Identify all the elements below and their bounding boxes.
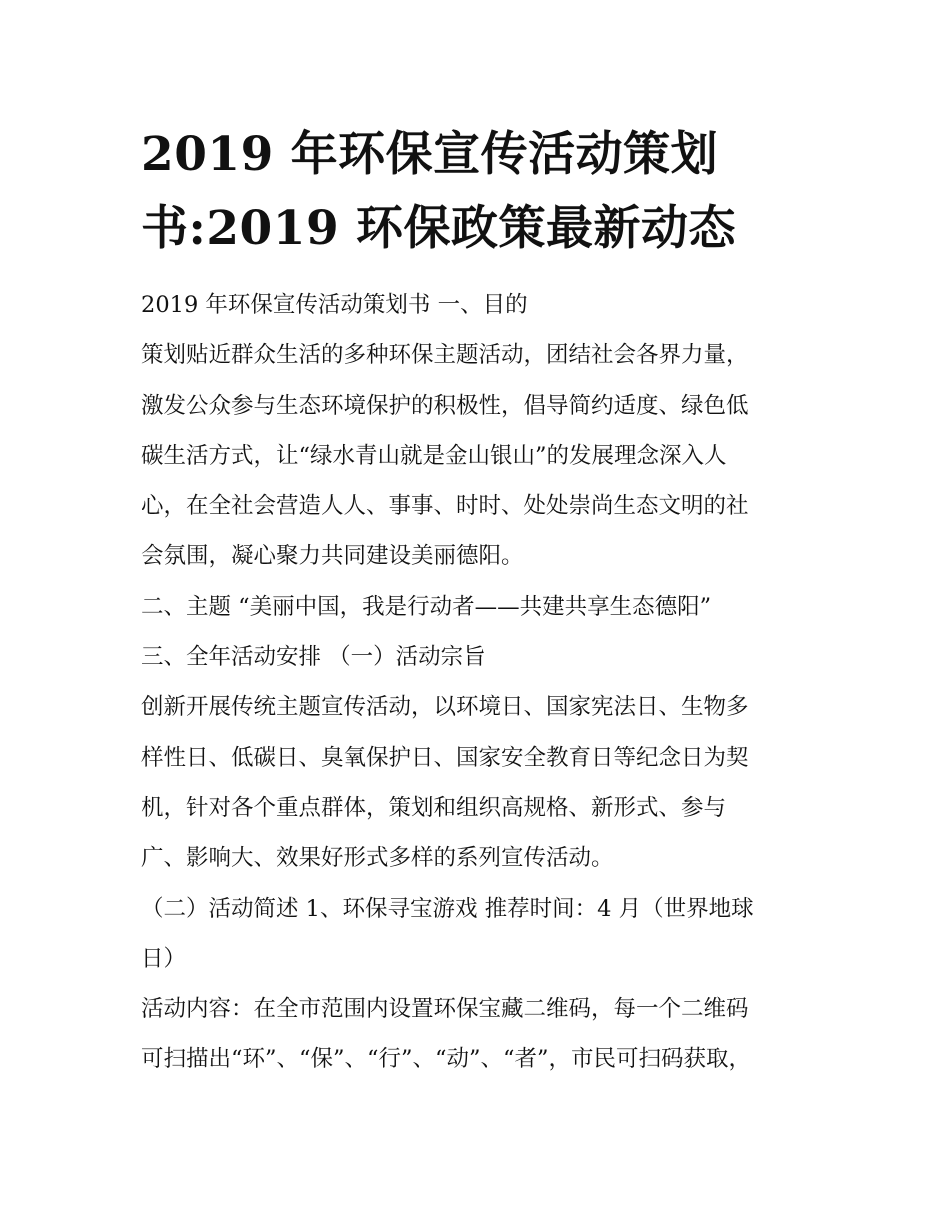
body-line: 心，在全社会营造人人、事事、时时、处处崇尚生态文明的社 (141, 493, 749, 520)
body-line: 可扫描出“环”、“保”、“行”、“动”、“者”，市民可扫码获取， (141, 1046, 752, 1073)
body-line: 活动内容：在全市范围内设置环保宝藏二维码，每一个二维码 (141, 996, 749, 1023)
body-line: 会氛围，凝心聚力共同建设美丽德阳。 (141, 543, 524, 570)
body-line: 碳生活方式，让“绿水青山就是金山银山”的发展理念深入人 (141, 442, 727, 469)
body-line: （二）活动简述 1、环保寻宝游戏 推荐时间：4 月（世界地球 (141, 895, 754, 922)
document-title (141, 118, 821, 266)
body-line: 策划贴近群众生活的多种环保主题活动，团结社会各界力量， (141, 342, 749, 369)
title-line-2: 书:2019 环保政策最新动态 (141, 201, 737, 256)
body-line: 广、影响大、效果好形式多样的系列宣传活动。 (141, 845, 614, 872)
body-line: 机，针对各个重点群体，策划和组织高规格、新形式、参与 (141, 794, 727, 821)
body-line: 三、全年活动安排 （一）活动宗旨 (141, 644, 486, 671)
title-line-1: 2019 年环保宣传活动策划 (141, 127, 719, 182)
document-body (141, 280, 821, 1085)
body-line: 二、主题 “美丽中国，我是行动者——共建共享生态德阳” (141, 593, 712, 620)
body-line: 创新开展传统主题宣传活动，以环境日、国家宪法日、生物多 (141, 694, 749, 721)
body-line: 日） (141, 945, 187, 972)
body-line: 样性日、低碳日、臭氧保护日、国家安全教育日等纪念日为契 (141, 744, 749, 771)
body-line: 2019 年环保宣传活动策划书 一、目的 (141, 292, 528, 318)
body-line: 激发公众参与生态环境保护的积极性，倡导简约适度、绿色低 (141, 392, 749, 419)
